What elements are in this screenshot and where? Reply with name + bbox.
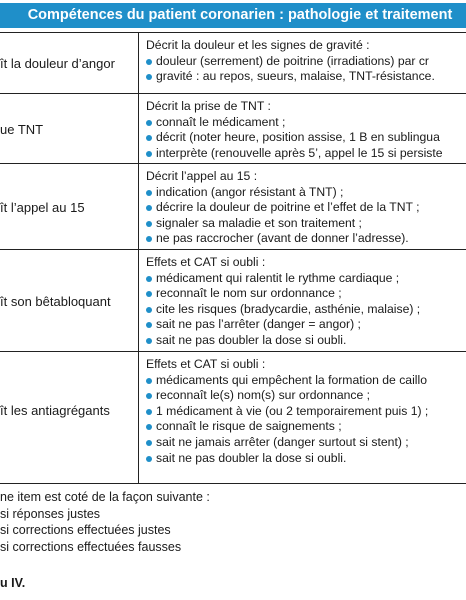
table-title: Compétences du patient coronarien : pathologie et traitement: [27, 7, 453, 23]
scoring-line: si réponses justes: [0, 506, 101, 521]
bullet-icon: [146, 205, 152, 211]
bullet-icon: [146, 409, 152, 415]
bullet-icon: [146, 338, 152, 344]
description-heading: Décrit l’appel au 15 :: [146, 169, 258, 183]
competence-description: [146, 164, 466, 250]
list-item: ne pas raccrocher (avant de donner l’adresse).: [146, 231, 466, 247]
table-row: [0, 351, 466, 484]
list-item: connaît le risque de saignements ;: [146, 419, 466, 435]
bullet-icon: [146, 221, 152, 227]
table-row: [0, 32, 466, 93]
competence-label: ît son bêtabloquant: [0, 293, 111, 309]
bullet-icon: [146, 276, 152, 282]
bullet-icon: [146, 190, 152, 196]
list-item: sait ne pas l’arrêter (danger = angor) ;: [146, 317, 466, 333]
description-heading: Effets et CAT si oubli :: [146, 357, 266, 371]
table-row: [0, 93, 466, 163]
bullet-icon: [146, 120, 152, 126]
bullet-icon: [146, 236, 152, 242]
list-item: médicaments qui empêchent la formation de caillo: [146, 373, 466, 389]
scoring-notes: [0, 489, 466, 555]
scoring-line: si corrections effectuées justes: [0, 523, 171, 537]
bullet-icon: [146, 59, 152, 65]
bullet-icon: [146, 322, 152, 328]
bullet-icon: [146, 135, 152, 141]
list-item: sait ne jamais arrêter (danger surtout si stent) ;: [146, 435, 466, 451]
list-item: cite les risques (bradycardie, asthénie, malaise) ;: [146, 302, 466, 318]
description-heading: Effets et CAT si oubli :: [146, 255, 266, 269]
competence-label: ît l’appel au 15: [0, 199, 85, 215]
list-item: signaler sa maladie et son traitement ;: [146, 216, 466, 232]
bullet-icon: [146, 291, 152, 297]
list-item: médicament qui ralentit le rythme cardiaque ;: [146, 271, 466, 287]
list-item: sait ne pas doubler la dose si oubli.: [146, 333, 466, 349]
list-item: indication (angor résistant à TNT) ;: [146, 185, 466, 201]
competence-description: [146, 352, 466, 484]
column-divider: [138, 32, 139, 484]
bullet-icon: [146, 456, 152, 462]
scoring-intro: ne item est coté de la façon suivante :: [0, 490, 210, 504]
list-item: décrit (noter heure, position assise, 1 B en sublingua: [146, 130, 466, 146]
table-row: [0, 163, 466, 249]
scoring-line: si corrections effectuées fausses: [0, 539, 182, 554]
competence-label: ît la douleur d’angor: [0, 56, 115, 71]
list-item: connaît le médicament ;: [146, 115, 466, 131]
list-item: interprète (renouvelle après 5’, appel le 15 si persiste: [146, 146, 466, 162]
table-caption: u IV.: [0, 576, 26, 590]
list-item: décrire la douleur de poitrine et l’effet de la TNT ;: [146, 200, 466, 216]
description-heading: Décrit la douleur et les signes de gravité :: [146, 38, 370, 52]
competence-label: ue TNT: [0, 121, 44, 137]
list-item: sait ne pas doubler la dose si oubli.: [146, 451, 466, 467]
list-item: reconnaît le(s) nom(s) sur ordonnance ;: [146, 388, 466, 404]
bullet-icon: [146, 424, 152, 430]
description-heading: Décrit la prise de TNT :: [146, 99, 271, 113]
bullet-icon: [146, 378, 152, 384]
competence-label: ît les antiagrégants: [0, 402, 110, 418]
competences-table: [0, 32, 466, 484]
table-row: [0, 249, 466, 351]
list-item: gravité : au repos, sueurs, malaise, TNT-résistance.: [146, 69, 466, 85]
bullet-icon: [146, 74, 152, 80]
bullet-icon: [146, 440, 152, 446]
competence-description: [146, 250, 466, 352]
bullet-icon: [146, 307, 152, 313]
bullet-icon: [146, 151, 152, 157]
table-header: [0, 3, 466, 28]
bullet-icon: [146, 393, 152, 399]
competence-description: [146, 94, 466, 164]
competence-description: [146, 33, 466, 94]
list-item: douleur (serrement) de poitrine (irradiations) par cr: [146, 54, 466, 70]
list-item: 1 médicament à vie (ou 2 temporairement puis 1) ;: [146, 404, 466, 420]
list-item: reconnaît le nom sur ordonnance ;: [146, 286, 466, 302]
